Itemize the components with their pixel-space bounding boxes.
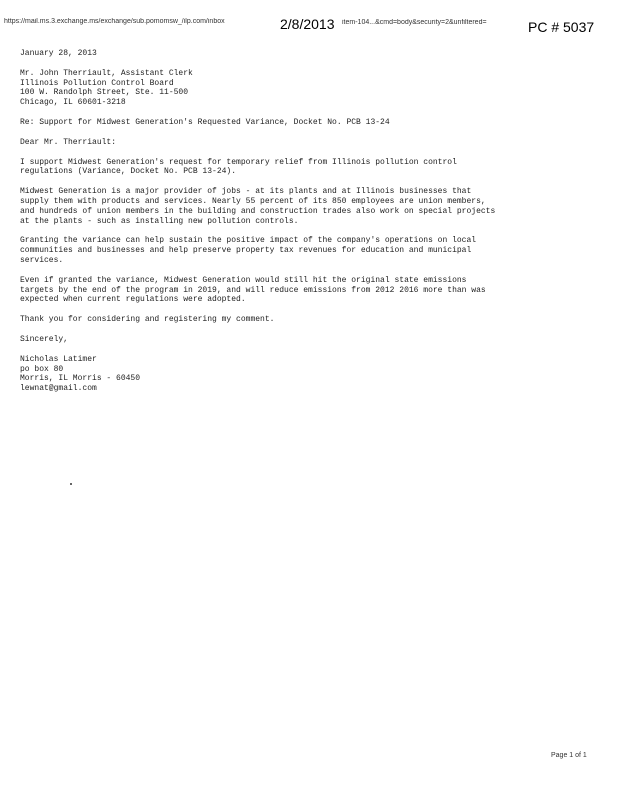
body-line: Granting the variance can help sustain the positive impact of the company's operations on local <box>20 236 477 246</box>
fax-header-url: https://mail.ms.3.exchange.ms/exchange/sub.pomomsw_/ilp.com/inbox <box>4 18 225 25</box>
body-line: supply them with products and services. Nearly 55 percent of its 850 employees are union members, <box>20 196 486 206</box>
body-line: Even if granted the variance, Midwest Generation would still hit the original state emissions <box>20 275 467 285</box>
recipient-line: Chicago, IL 60601-3218 <box>20 98 126 108</box>
salutation: Dear Mr. Therriault: <box>20 137 117 147</box>
letter-date: January 28, 2013 <box>20 49 97 58</box>
recipient-line: Mr. John Therriault, Assistant Clerk <box>20 68 193 78</box>
body-line: at the plants - such as installing new pollution controls. <box>20 216 299 226</box>
body-paragraph <box>20 158 600 178</box>
page-number: Page 1 of 1 <box>551 752 587 759</box>
signature-address-line: Morris, IL Morris - 60450 <box>20 374 141 384</box>
body-paragraph <box>20 236 600 265</box>
signature-name: Nicholas Latimer <box>20 354 97 364</box>
body-line: services. <box>20 255 64 265</box>
body-line: regulations (Variance, Docket No. PCB 13-24). <box>20 167 237 177</box>
fax-header-date: 2/8/2013 <box>280 16 335 32</box>
letter-body <box>20 49 600 404</box>
scan-speck <box>70 483 72 485</box>
body-line: Thank you for considering and registering my comment. <box>20 315 275 325</box>
body-line: targets by the end of the program in 2019, and will reduce emissions from 2012 2016 more than was <box>20 285 486 295</box>
body-line: and hundreds of union members in the building and construction trades also work on special projects <box>20 206 496 216</box>
subject-line: Re: Support for Midwest Generation's Requested Variance, Docket No. PCB 13-24 <box>20 117 390 127</box>
recipient-line: Illinois Pollution Control Board <box>20 78 174 88</box>
body-line: expected when current regulations were adopted. <box>20 295 246 305</box>
closing: Sincerely, <box>20 334 69 344</box>
body-line: communities and businesses and help preserve property tax revenues for education and municipal <box>20 246 472 256</box>
fax-header-query: item-104...&cmd=body&security=2&unfiltered= <box>342 19 487 26</box>
signature-email: lewnat@gmail.com <box>20 384 97 394</box>
body-line: Midwest Generation is a major provider of jobs - at its plants and at Illinois businesses that <box>20 187 472 197</box>
signature-address-line: po box 80 <box>20 364 64 374</box>
recipient-address <box>20 69 600 108</box>
recipient-line: 100 W. Randolph Street, Ste. 11-500 <box>20 88 189 98</box>
public-comment-number: PC # 5037 <box>528 19 595 35</box>
body-paragraph <box>20 276 600 305</box>
signature-block <box>20 355 600 394</box>
body-paragraph <box>20 187 600 226</box>
body-line: I support Midwest Generation's request for temporary relief from Illinois pollution control <box>20 157 457 167</box>
body-paragraph <box>20 315 600 325</box>
